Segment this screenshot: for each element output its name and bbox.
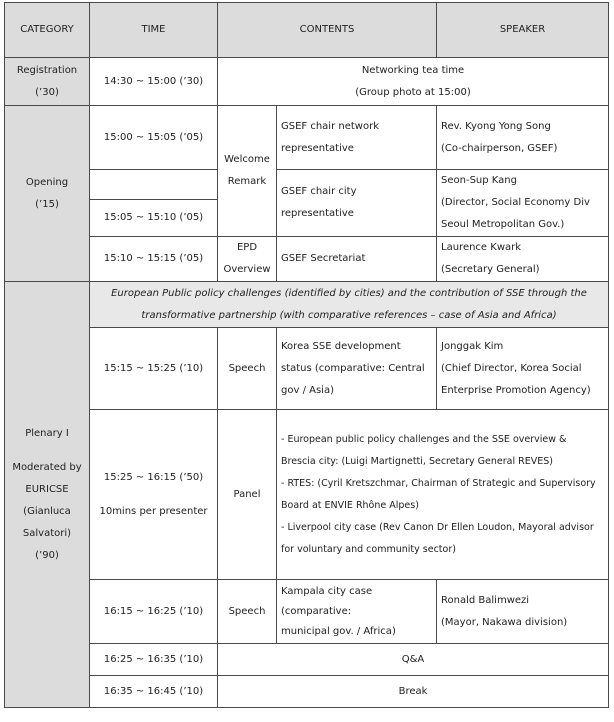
opening-speaker-1: Rev. Kyong Yong Song (Co-chairperson, GSEF) bbox=[437, 106, 609, 170]
panel-type: Panel bbox=[218, 410, 277, 580]
break-label: Break bbox=[218, 676, 609, 708]
speech2-speaker: Ronald Balimwezi (Mayor, Nakawa division) bbox=[437, 580, 609, 644]
speech2-content: Kampala city case (comparative: municipal gov. / Africa) bbox=[277, 580, 437, 644]
opening-speaker-2: Seon-Sup Kang (Director, Social Economy Div Seoul Metropolitan Gov.) bbox=[437, 170, 609, 237]
opening-content-1: GSEF chair network representative bbox=[277, 106, 437, 170]
opening-row-2a bbox=[5, 170, 609, 200]
welcome-remark: Welcome Remark bbox=[218, 106, 277, 237]
speech1-time: 15:15 ~ 15:25 (’10) bbox=[90, 328, 218, 410]
opening-speaker-3: Laurence Kwark (Secretary General) bbox=[437, 237, 609, 282]
break-row bbox=[5, 676, 609, 708]
opening-content-3: GSEF Secretariat bbox=[277, 237, 437, 282]
opening-time-3: 15:10 ~ 15:15 (’05) bbox=[90, 237, 218, 282]
plenary-theme: European Public policy challenges (identified by cities) and the contribution of SSE through the transformative partnership (with comparative references – case of Asia and Africa) bbox=[90, 282, 609, 328]
plenary-speech-1-row bbox=[5, 328, 609, 410]
plenary-panel-row bbox=[5, 410, 609, 580]
registration-category: Registration (’30) bbox=[5, 58, 90, 106]
opening-time-1: 15:00 ~ 15:05 (’05) bbox=[90, 106, 218, 170]
plenary-category: Plenary I Moderated by EURICSE (Gianluca Salvatori) (’90) bbox=[5, 282, 90, 708]
epd-overview: EPD Overview bbox=[218, 237, 277, 282]
registration-content: Networking tea time (Group photo at 15:00) bbox=[218, 58, 609, 106]
speech1-type: Speech bbox=[218, 328, 277, 410]
opening-content-2: GSEF chair city representative bbox=[277, 170, 437, 237]
header-time: TIME bbox=[90, 3, 218, 58]
speech2-time: 16:15 ~ 16:25 (’10) bbox=[90, 580, 218, 644]
speech1-speaker: Jonggak Kim (Chief Director, Korea Social Enterprise Promotion Agency) bbox=[437, 328, 609, 410]
registration-row bbox=[5, 58, 609, 106]
qa-row bbox=[5, 644, 609, 676]
qa-time: 16:25 ~ 16:35 (’10) bbox=[90, 644, 218, 676]
schedule-table bbox=[4, 2, 609, 708]
opening-time-2: 15:05 ~ 15:10 (’05) bbox=[90, 200, 218, 237]
plenary-speech-2-row bbox=[5, 580, 609, 644]
header-contents: CONTENTS bbox=[218, 3, 437, 58]
plenary-theme-row bbox=[5, 282, 609, 328]
speech2-type: Speech bbox=[218, 580, 277, 644]
qa-label: Q&A bbox=[218, 644, 609, 676]
registration-time: 14:30 ~ 15:00 (’30) bbox=[90, 58, 218, 106]
header-speaker: SPEAKER bbox=[437, 3, 609, 58]
panel-content: - European public policy challenges and the SSE overview & Brescia city: (Luigi Martignetti, Secretary General REVES) - RTES: (Cyril Kretszchmar, Chairman of Strategic and Supervisory Board at ENVIE Rhône Alpes) - Liverpool city case (Rev Canon Dr Ellen Loudon, Mayoral advisor for voluntary and community sector) bbox=[277, 410, 609, 580]
header-category: CATEGORY bbox=[5, 3, 90, 58]
opening-row-1 bbox=[5, 106, 609, 170]
panel-time: 15:25 ~ 16:15 (’50) 10mins per presenter bbox=[90, 410, 218, 580]
opening-category: Opening (’15) bbox=[5, 106, 90, 282]
speech1-content: Korea SSE development status (comparative: Central gov / Asia) bbox=[277, 328, 437, 410]
break-time: 16:35 ~ 16:45 (’10) bbox=[90, 676, 218, 708]
header-row bbox=[5, 3, 609, 58]
opening-row-3 bbox=[5, 237, 609, 282]
